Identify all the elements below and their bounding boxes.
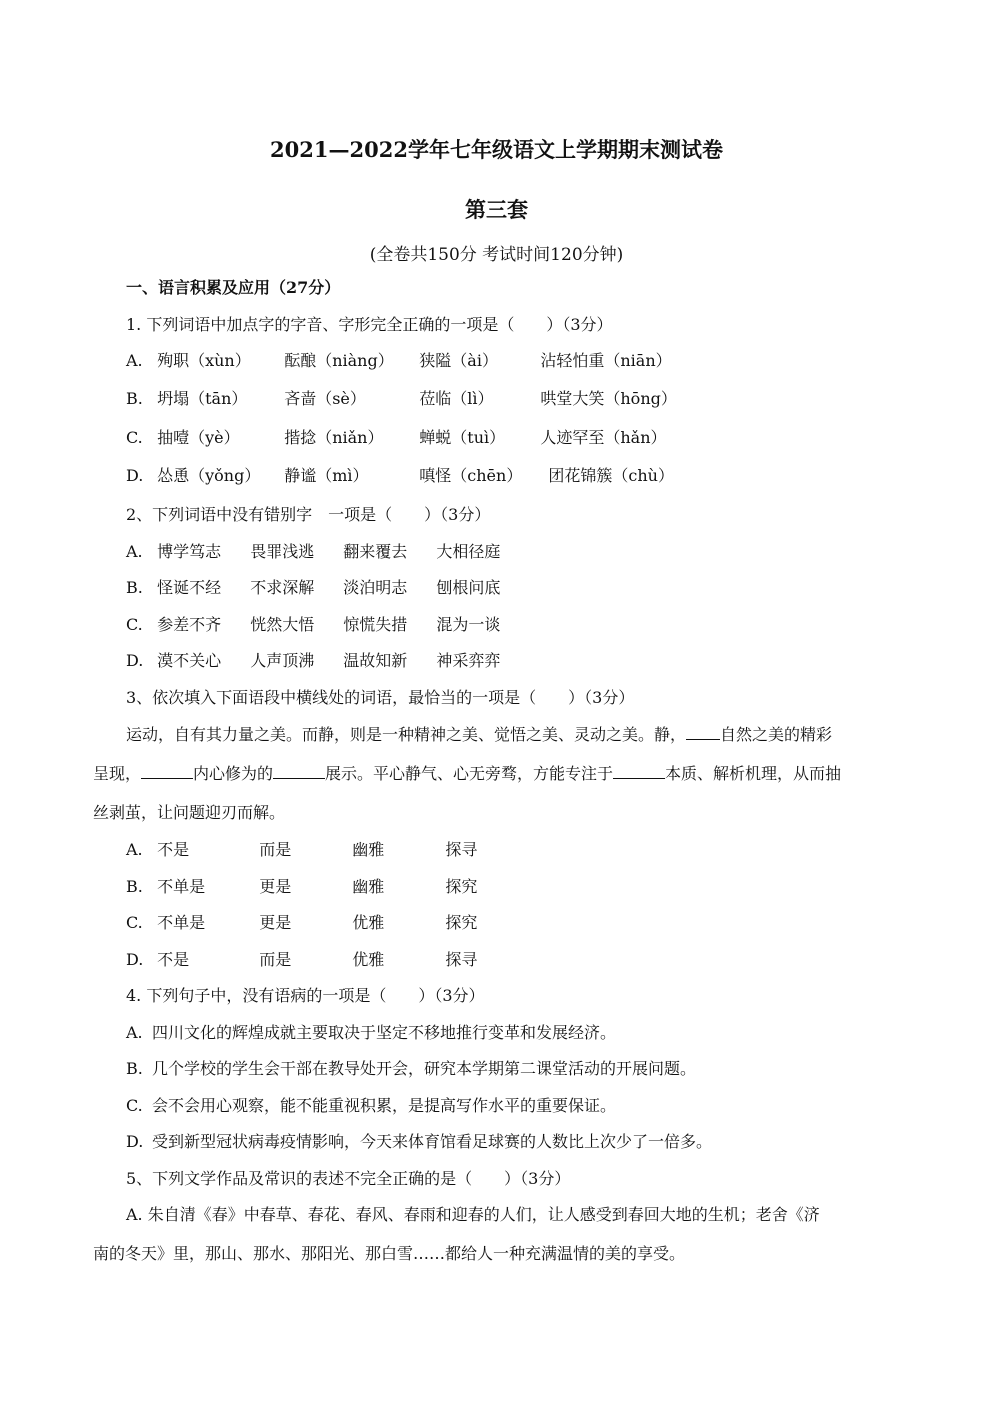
option-item: 人迹罕至（hǎn） xyxy=(540,428,667,447)
option-item: 恍然大悟 xyxy=(250,615,315,634)
exam-set-number: 第三套 xyxy=(465,197,528,222)
q3-option-a xyxy=(126,837,477,860)
option-item: 坍塌（tān） xyxy=(157,389,248,408)
q4-option-a xyxy=(126,1020,616,1043)
option-item: 人声顶沸 xyxy=(250,651,315,670)
option-item: 嗔怪（chēn） xyxy=(419,466,523,485)
option-item: 莅临（lì） xyxy=(419,389,494,408)
option-label: D. xyxy=(126,651,144,670)
option-label: D. xyxy=(126,1132,144,1151)
option-item: 神采弈弈 xyxy=(436,651,501,670)
passage-text: 内心修为的 xyxy=(193,764,274,783)
option-text: 几个学校的学生会干部在教导处开会，研究本学期第二课堂活动的开展问题。 xyxy=(152,1059,697,1078)
q4-option-d xyxy=(126,1129,712,1152)
option-item: 参差不齐 xyxy=(157,615,222,634)
option-item: 不单是 xyxy=(157,913,206,932)
q1-option-c xyxy=(126,425,667,448)
q1-option-d xyxy=(126,463,674,486)
exam-title: 2021—2022学年七年级语文上学期期末测试卷 xyxy=(270,137,723,162)
q3-passage-line-2 xyxy=(93,761,841,784)
option-item: 探寻 xyxy=(445,950,478,969)
option-label: D. xyxy=(126,950,144,969)
option-item: 怂恿（yǒng） xyxy=(157,466,261,485)
fill-blank[interactable] xyxy=(141,762,193,779)
option-text: 受到新型冠状病毒疫情影响，今天来体育馆看足球赛的人数比上次少了一倍多。 xyxy=(152,1132,713,1151)
option-item: 不是 xyxy=(157,840,190,859)
option-item: 翻来覆去 xyxy=(343,542,408,561)
option-label: C. xyxy=(126,913,143,932)
option-item: 刨根问底 xyxy=(436,578,501,597)
q4-option-c xyxy=(126,1093,616,1116)
option-item: 蝉蜕（tuì） xyxy=(419,428,506,447)
option-item: 优雅 xyxy=(352,950,385,969)
option-label: C. xyxy=(126,1096,143,1115)
q2-option-c xyxy=(126,612,500,635)
option-item: 狭隘（ài） xyxy=(419,351,498,370)
passage-text: 自然之美的精彩 xyxy=(720,725,833,744)
option-item: 温故知新 xyxy=(343,651,408,670)
option-item: 幽雅 xyxy=(352,877,385,896)
q3-option-b xyxy=(126,874,477,897)
option-label: B. xyxy=(126,389,143,408)
option-label: A. xyxy=(126,1023,143,1042)
option-item: 更是 xyxy=(259,877,292,896)
q2-stem: 2、下列词语中没有错别字 一项是（ ）（3分） xyxy=(126,505,491,524)
option-item: 探究 xyxy=(445,913,478,932)
option-item: 探究 xyxy=(445,877,478,896)
option-item: 幽雅 xyxy=(352,840,385,859)
exam-note: (全卷共150分 考试时间120分钟) xyxy=(369,245,624,265)
option-text: 四川文化的辉煌成就主要取决于坚定不移地推行变革和发展经济。 xyxy=(152,1023,617,1042)
option-label: A. xyxy=(126,840,143,859)
q4-option-b xyxy=(126,1056,696,1079)
option-item: 不是 xyxy=(157,950,190,969)
option-label: C. xyxy=(126,428,143,447)
option-item: 大相径庭 xyxy=(436,542,501,561)
option-item: 抽噎（yè） xyxy=(157,428,240,447)
q3-option-d xyxy=(126,947,477,970)
q3-passage-line-3: 丝剥茧，让问题迎刃而解。 xyxy=(93,803,286,822)
option-label: C. xyxy=(126,615,143,634)
option-item: 畏罪浅逃 xyxy=(250,542,315,561)
option-item: 混为一谈 xyxy=(436,615,501,634)
q3-passage-line-1 xyxy=(126,722,832,745)
option-item: 怪诞不经 xyxy=(157,578,222,597)
option-item: 博学笃志 xyxy=(157,542,222,561)
option-item: 探寻 xyxy=(445,840,478,859)
option-label: B. xyxy=(126,1059,143,1078)
option-item: 团花锦簇（chù） xyxy=(548,466,674,485)
option-item: 静谧（mì） xyxy=(284,466,369,485)
q2-option-d xyxy=(126,648,500,671)
option-item: 而是 xyxy=(259,950,292,969)
section-heading: 一、语言积累及应用（27分） xyxy=(126,278,341,297)
option-item: 揩捻（niǎn） xyxy=(284,428,384,447)
option-item: 不单是 xyxy=(157,877,206,896)
q3-stem: 3、依次填入下面语段中横线处的词语，最恰当的一项是（ ）（3分） xyxy=(126,688,635,707)
option-item: 沾轻怕重（niān） xyxy=(540,351,672,370)
q1-stem: 1. 下列词语中加点字的字音、字形完全正确的一项是（ ）（3分） xyxy=(126,315,613,334)
passage-text: 运动，自有其力量之美。而静，则是一种精神之美、觉悟之美、灵动之美。静， xyxy=(126,725,687,744)
q2-option-b xyxy=(126,575,500,598)
q5-option-a-line-2: 南的冬天》里，那山、那水、那阳光、那白雪……都给人一种充满温情的美的享受。 xyxy=(93,1244,686,1263)
option-item: 哄堂大笑（hōng） xyxy=(540,389,677,408)
option-item: 惊慌失措 xyxy=(343,615,408,634)
passage-text: 展示。平心静气、心无旁骛，方能专注于 xyxy=(325,764,614,783)
option-item: 更是 xyxy=(259,913,292,932)
option-label: B. xyxy=(126,877,143,896)
option-label: D. xyxy=(126,466,144,485)
option-item: 不求深解 xyxy=(250,578,315,597)
fill-blank[interactable] xyxy=(686,723,720,740)
option-item: 酝酿（niàng） xyxy=(284,351,394,370)
q3-option-c xyxy=(126,910,477,933)
option-label: A. xyxy=(126,351,143,370)
option-label: B. xyxy=(126,578,143,597)
option-item: 漠不关心 xyxy=(157,651,222,670)
q5-stem: 5、下列文学作品及常识的表述不完全正确的是（ ）（3分） xyxy=(126,1169,571,1188)
option-item: 淡泊明志 xyxy=(343,578,408,597)
passage-text: 呈现， xyxy=(93,764,142,783)
q5-option-a-line-1: A. 朱自清《春》中春草、春花、春风、春雨和迎春的人们，让人感受到春回大地的生机；老舍《济 xyxy=(126,1205,820,1224)
option-text: 会不会用心观察，能不能重视积累，是提高写作水平的重要保证。 xyxy=(152,1096,617,1115)
fill-blank[interactable] xyxy=(613,762,665,779)
fill-blank[interactable] xyxy=(273,762,325,779)
q1-option-b xyxy=(126,386,677,409)
option-item: 而是 xyxy=(259,840,292,859)
option-label: A. xyxy=(126,542,143,561)
option-item: 吝啬（sè） xyxy=(284,389,366,408)
q4-stem: 4. 下列句子中，没有语病的一项是（ ）（3分） xyxy=(126,986,485,1005)
q1-option-a xyxy=(126,348,672,371)
option-item: 优雅 xyxy=(352,913,385,932)
q2-option-a xyxy=(126,539,500,562)
passage-text: 本质、解析机理，从而抽 xyxy=(665,764,842,783)
option-item: 殉职（xùn） xyxy=(157,351,251,370)
